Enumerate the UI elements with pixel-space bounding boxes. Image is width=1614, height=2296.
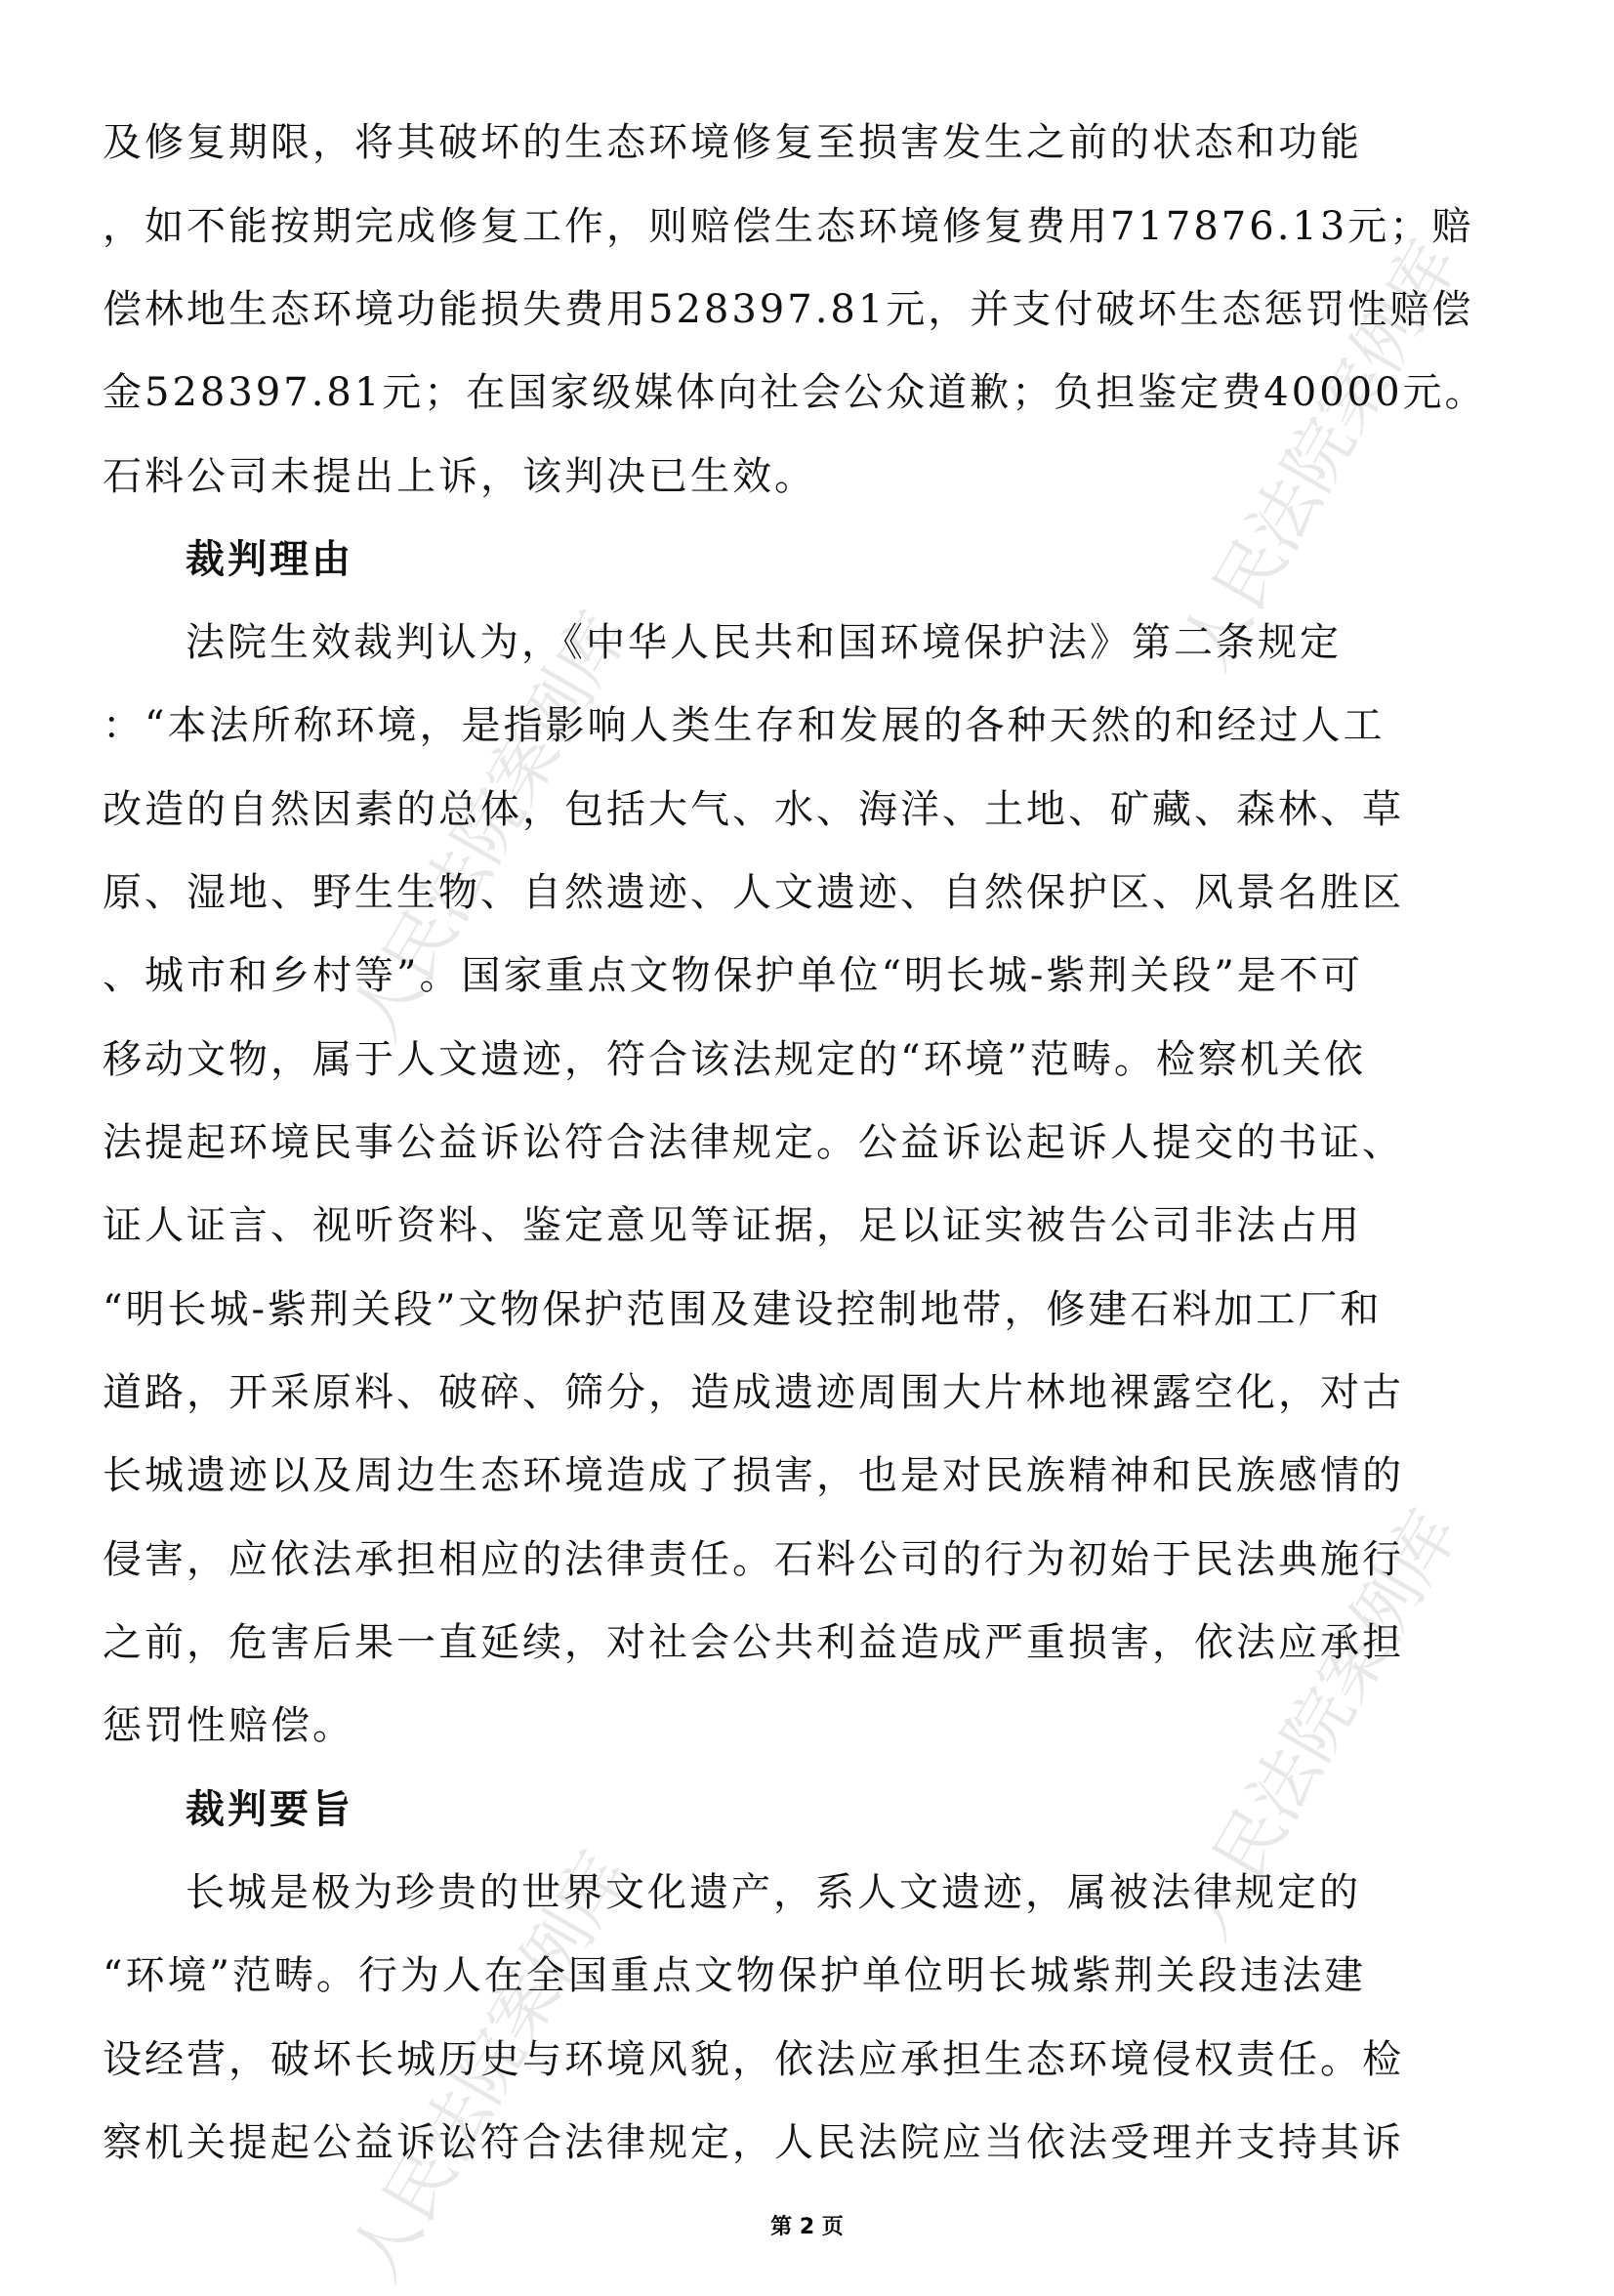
body-line: 道路，开采原料、破碎、筛分，造成遗迹周围大片林地裸露空化，对古 — [103, 1370, 1404, 1415]
body-line: 法院生效裁判认为，《中华人民共和国环境保护法》第二条规定 — [186, 620, 1342, 665]
body-line: 移动文物，属于人文遗迹，符合该法规定的“环境”范畴。检察机关依 — [103, 1037, 1366, 1082]
body-line: 侵害，应依法承担相应的法律责任。石料公司的行为初始于民法典施行 — [103, 1537, 1404, 1582]
body-line: 金528397.81元；在国家级媒体向社会公众道歉；负担鉴定费40000元。 — [103, 370, 1487, 415]
body-line: 、城市和乡村等”。国家重点文物保护单位“明长城-紫荆关段”是不可 — [103, 953, 1363, 998]
body-line: “环境”范畴。行为人在全国重点文物保护单位明长城紫荆关段违法建 — [103, 1953, 1366, 1998]
body-line: “明长城-紫荆关段”文物保护范围及建设控制地带，修建石料加工厂和 — [103, 1287, 1383, 1332]
watermark: 人民法院案例库 — [1164, 228, 1474, 683]
watermark: 人民法院案例库 — [334, 1839, 644, 2294]
body-line: 证人证言、视听资料、鉴定意见等证据，足以证实被告公司非法占用 — [103, 1203, 1362, 1248]
section-heading: 裁判理由 — [186, 537, 353, 582]
body-line: 改造的自然因素的总体，包括大气、水、海洋、土地、矿藏、森林、草 — [103, 787, 1404, 832]
body-line: 偿林地生态环境功能损失费用528397.81元，并支付破坏生态惩罚性赔偿 — [103, 287, 1474, 332]
body-line: ，如不能按期完成修复工作，则赔偿生态环境修复费用717876.13元；赔 — [103, 204, 1474, 249]
section-heading: 裁判要旨 — [186, 1787, 353, 1832]
body-line: 法提起环境民事公益诉讼符合法律规定。公益诉讼起诉人提交的书证、 — [103, 1120, 1404, 1165]
body-line: 及修复期限，将其破坏的生态环境修复至损害发生之前的状态和功能 — [103, 120, 1362, 165]
body-line: 长城是极为珍贵的世界文化遗产，系人文遗迹，属被法律规定的 — [186, 1870, 1361, 1915]
body-line: 察机关提起公益诉讼符合法律规定，人民法院应当依法受理并支持其诉 — [103, 2120, 1404, 2165]
body-line: 原、湿地、野生生物、自然遗迹、人文遗迹、自然保护区、风景名胜区 — [103, 870, 1404, 915]
body-line: 之前，危害后果一直延续，对社会公共利益造成严重损害，依法应承担 — [103, 1620, 1404, 1665]
body-line: 惩罚性赔偿。 — [103, 1703, 354, 1748]
body-line: ：“本法所称环境，是指影响人类生存和发展的各种天然的和经过人工 — [103, 703, 1386, 748]
body-line: 设经营，破坏长城历史与环境风貌，依法应承担生态环境侵权责任。检 — [103, 2037, 1404, 2082]
watermark: 人民法院案例库 — [334, 599, 644, 1054]
body-line: 石料公司未提出上诉，该判决已生效。 — [103, 454, 816, 499]
body-line: 长城遗迹以及周边生态环境造成了损害，也是对民族精神和民族感情的 — [103, 1453, 1404, 1498]
watermark: 人民法院案例库 — [1164, 1497, 1474, 1952]
page-number: 第 2 页 — [770, 2215, 844, 2239]
